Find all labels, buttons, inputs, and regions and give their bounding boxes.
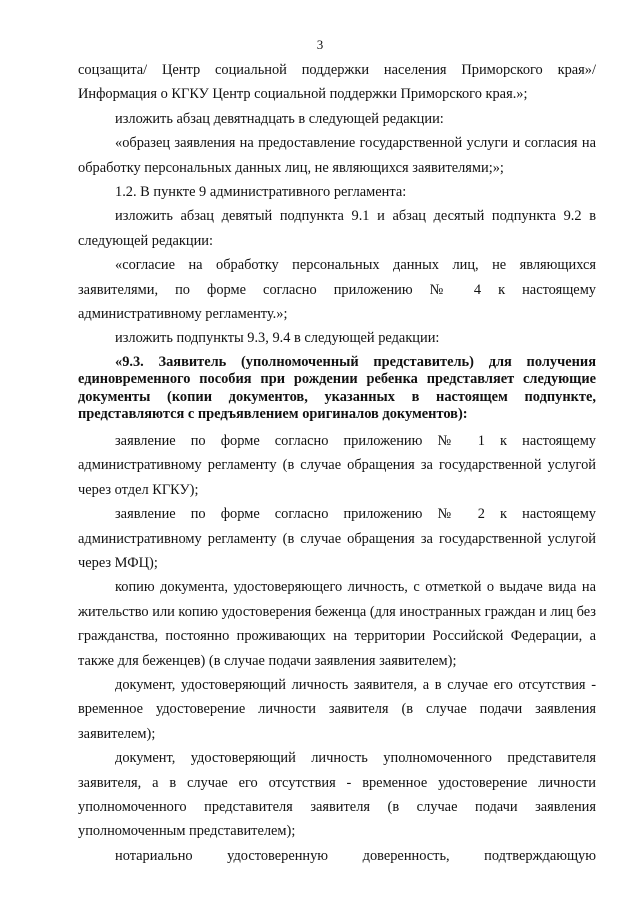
paragraph: копию документа, удостоверяющего личность, с отметкой о выдаче вида на жительство или копию удостоверения беженца (для иностранных граждан и лиц без гражданства, постоянно проживающих на территории Российской Федерации, а также для беженцев) (в случае подачи заявления заявителем); — [78, 579, 596, 669]
paragraph: изложить подпункты 9.3, 9.4 в следующей редакции: — [115, 330, 440, 347]
paragraph: соцзащита/ Центр социальной поддержки населения Приморского края»/Информация о КГКУ Центр социальной поддержки Приморского края.»; — [78, 62, 596, 103]
paragraph: изложить абзац девятнадцать в следующей редакции: — [115, 110, 444, 127]
paragraph: «согласие на обработку персональных данных лиц, не являющихся заявителями, по форме согласно приложению № 4 к настоящему административному регламенту.»; — [78, 257, 596, 323]
paragraph: заявление по форме согласно приложению № 2 к настоящему административному регламенту (в случае обращения за государственной услугой через МФЦ); — [78, 506, 596, 571]
paragraph: документ, удостоверяющий личность заявителя, а в случае его отсутствия - временное удостоверение личности заявителя (в случае подачи заявления заявителем); — [78, 676, 596, 742]
page-number: 3 — [316, 37, 324, 52]
paragraph: заявление по форме согласно приложению № 1 к настоящему административному регламенту (в случае обращения за государственной услугой через отдел КГКУ); — [78, 432, 596, 498]
paragraph: нотариально удостоверенную доверенность, подтверждающую — [115, 847, 596, 864]
paragraph: 1.2. В пункте 9 административного регламента: — [115, 184, 407, 201]
document-body — [78, 58, 596, 868]
paragraph: изложить абзац девятый подпункта 9.1 и абзац десятый подпункта 9.2 в следующей редакции: — [78, 208, 596, 249]
paragraph: «образец заявления на предоставление государственной услуги и согласия на обработку персональных данных лиц, не являющихся заявителями;»; — [78, 135, 596, 176]
bold-paragraph: «9.3. Заявитель (уполномоченный представитель) для получения единовременного пособия при рождении ребенка представляет следующие документы (копии документов, указанных в настоящем подпункте, представляются с предъявлением оригиналов документов): — [78, 353, 596, 423]
paragraph: документ, удостоверяющий личность уполномоченного представителя заявителя, а в случае его отсутствия - временное удостоверение личности уполномоченного представителя заявителя (в случае подачи заявления уполномоченным представителем); — [78, 750, 596, 840]
